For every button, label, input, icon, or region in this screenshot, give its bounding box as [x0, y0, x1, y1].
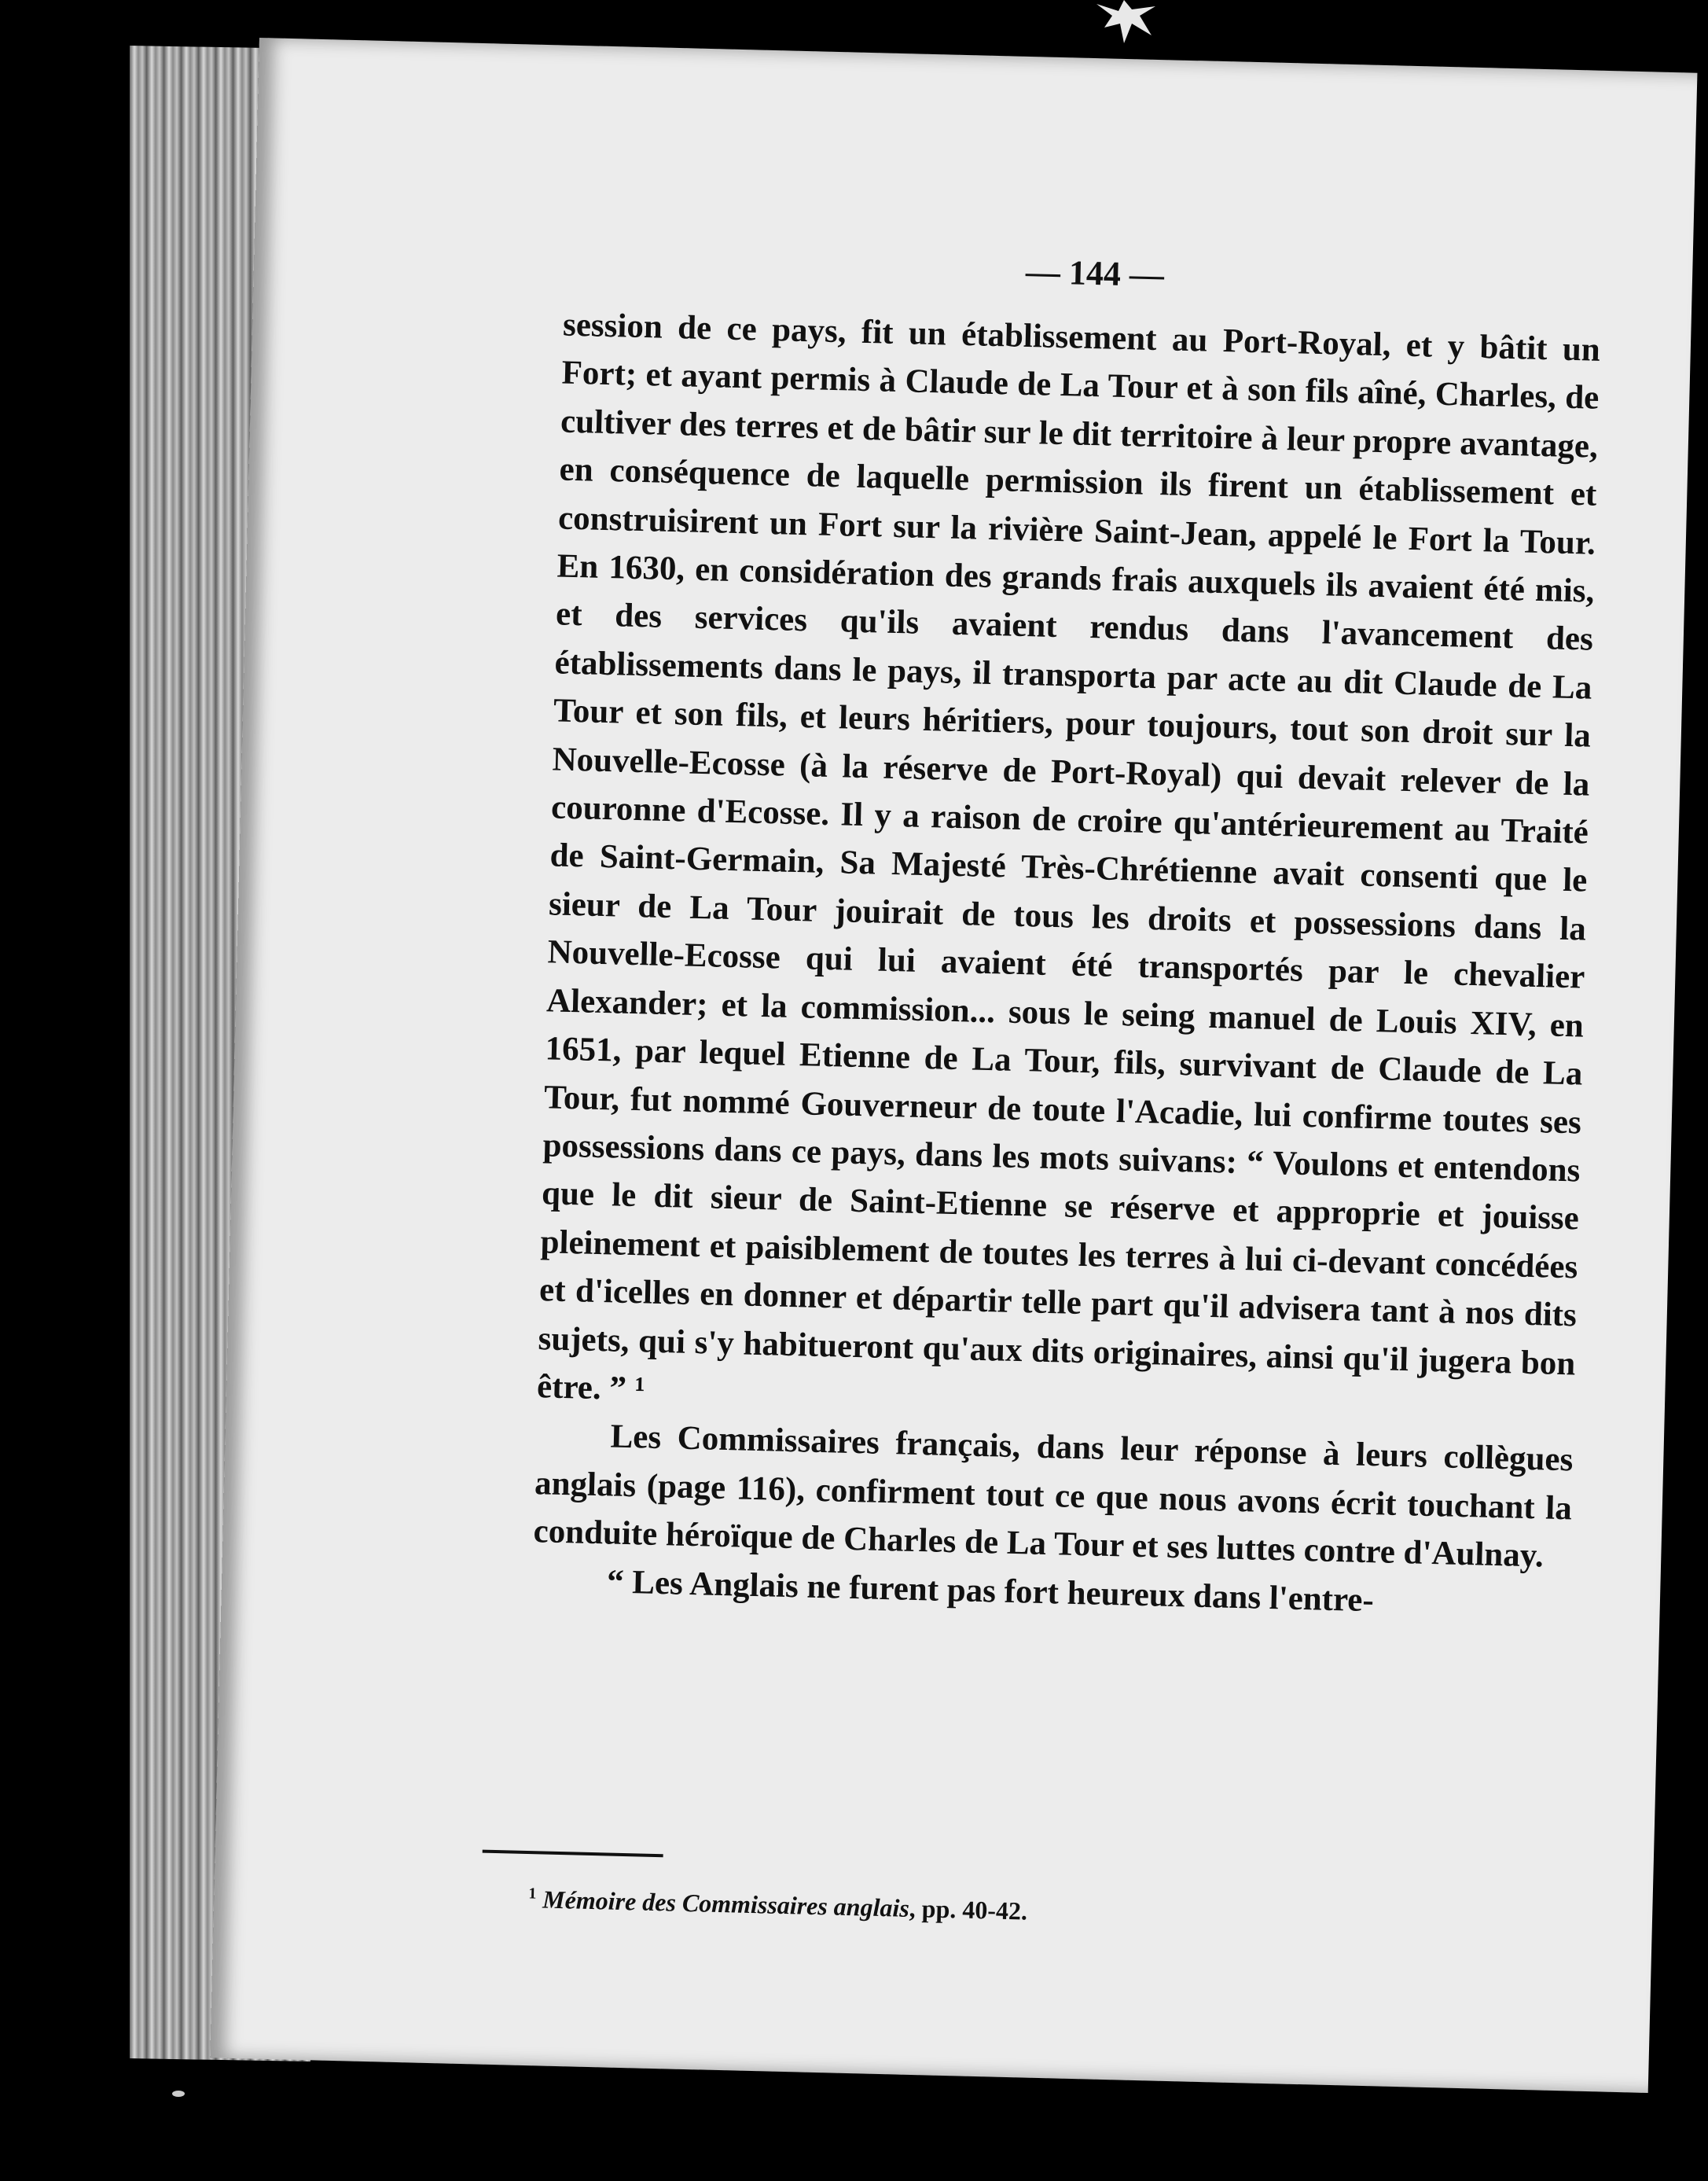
scan-debris-mark: [1089, 0, 1159, 47]
paragraph-2: Les Commissaires français, dans leur réponse à leurs collègues anglais (page 116), confirment tout ce que nous avons écrit touchant la conduite héroïque de Charles de La Tour et ses luttes contre d'Aulnay.: [533, 1418, 1574, 1575]
footnote-rule: [483, 1850, 663, 1858]
paragraph-3: “ Les Anglais ne furent pas fort heureux dans l'entre-: [606, 1562, 1375, 1619]
footnote-marker: 1: [528, 1885, 537, 1903]
body-text: [531, 301, 1600, 1630]
page-number: — 144 —: [1025, 252, 1165, 295]
paragraph-1: session de ce pays, fit un établissement au Port-Royal, et y bâtit un Fort; et ayant permis à Claude de La Tour et à son fils aîné, Charles, de cultiver des terres et de bâtir sur le dit territoire à leur propre avantage, en conséquence de laquelle permission ils firent un établissement et construisirent un Fort sur la rivière Saint-Jean, appelé le Fort la Tour. En 1630, en considération des grands frais auxquels ils avaient été mis, et des services qu'ils avaient rendus dans l'avancement des établissements dans le pays, il transporta par acte au dit Claude de La Tour et son fils, et leurs héritiers, pour toujours, tout son droit sur la Nouvelle-Ecosse (à la réserve de Port-Royal) qui devait relever de la couronne d'Ecosse. Il y a raison de croire qu'antérieurement au Traité de Saint-Germain, Sa Majesté Très-Chrétienne avait consenti que le sieur de La Tour jouirait de tous les droits et possessions dans la Nouvelle-Ecosse qui lui avaient été transportés par le chevalier Alexander; et la commission... sous le seing manuel de Louis XIV, en 1651, par lequel Etienne de La Tour, fils, survivant de Claude de La Tour, fut nommé Gouverneur de toute l'Acadie, lui confirme toutes ses possessions dans ce pays, dans les mots suivans: “ Voulons et entendons que le dit sieur de Saint-Etienne se réserve et approprie et jouisse pleinement et paisiblement de toutes les terres à lui ci-devant concédées et d'icelles en donner et départir telle part qu'il advisera tant à nos dits sujets, qui s'y habitueront qu'aux dits originaires, ainsi qu'il jugera bon être. ” ¹: [536, 306, 1601, 1408]
footnote: [528, 1885, 1551, 1939]
footnote-title: Mémoire des Commissaires anglais: [542, 1885, 910, 1922]
scan-corner-mark: [171, 2090, 185, 2098]
book-page: [210, 38, 1697, 2093]
footnote-pages: , pp. 40-42.: [909, 1893, 1028, 1925]
